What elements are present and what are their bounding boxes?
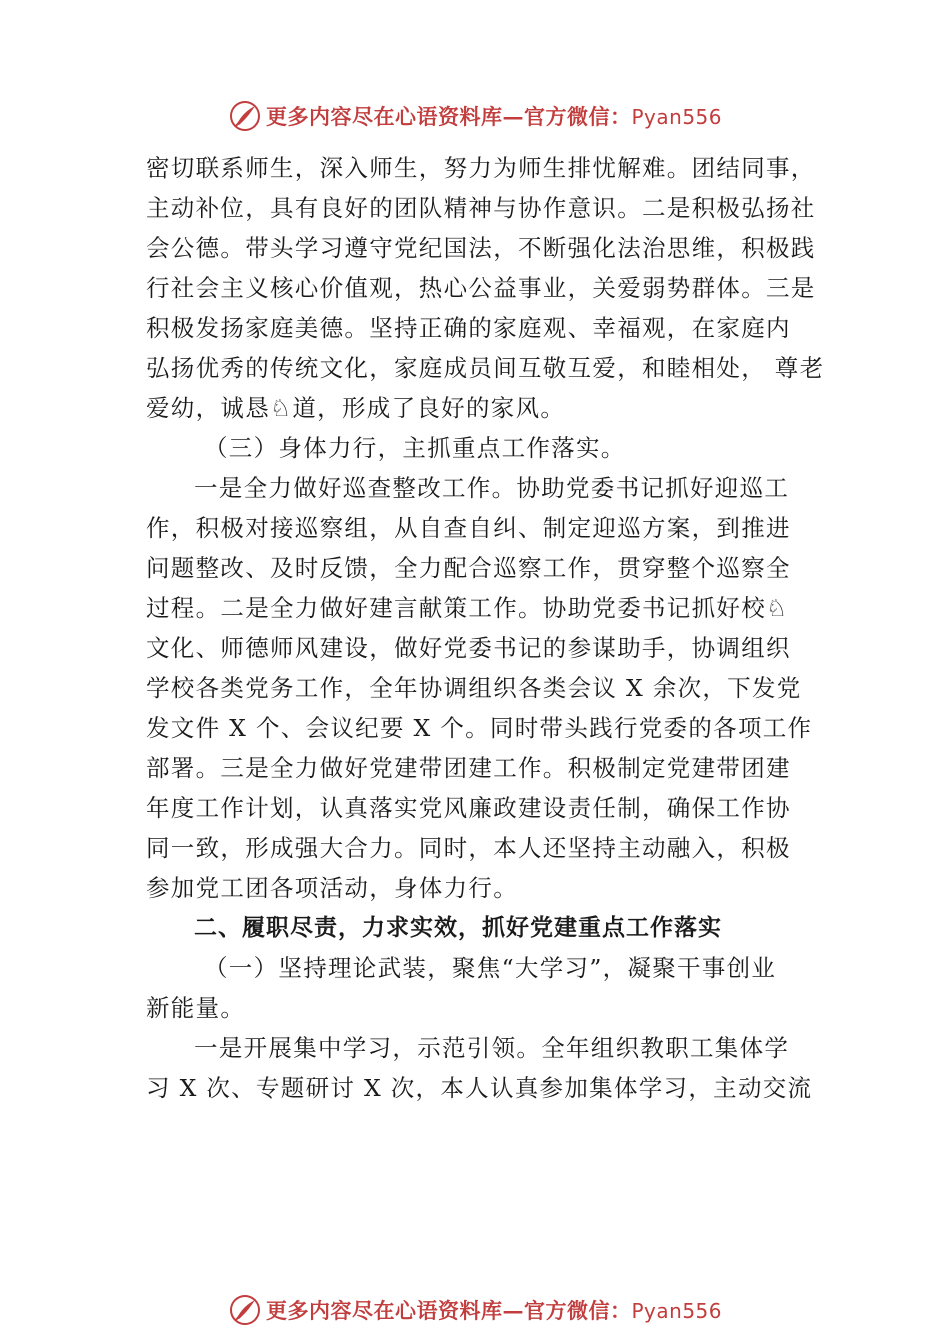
watermark-sep: — [502, 104, 524, 129]
text-line: 会公德。带头学习遵守党纪国法，不断强化法治思维，积极践 [146, 234, 816, 262]
text-line: 学校各类党务工作，全年协调组织各类会议 X 余次，下发党 [146, 674, 802, 702]
text-line: 部署。三是全力做好党建带团建工作。积极制定党建带团建 [146, 754, 791, 782]
text-line: 文化、师德师风建设，做好党委书记的参谋助手，协调组织 [146, 634, 791, 662]
watermark-label: 官方微信： [523, 104, 632, 129]
watermark-main: 更多内容尽在心语资料库 [265, 1298, 503, 1323]
text-line: 参加党工团各项活动，身体力行。 [146, 874, 518, 902]
text-line: 密切联系师生，深入师生，努力为师生排忧解难。团结同事， [146, 154, 816, 182]
text-line: 行社会主义核心价值观，热心公益事业，关爱弱势群体。三是 [146, 274, 816, 302]
text-line: 爱幼，诚恳♘道，形成了良好的家风。 [146, 394, 566, 422]
text-line: 问题整改、及时反馈，全力配合巡察工作，贯穿整个巡察全 [146, 554, 791, 582]
chapter-heading: 二、履职尽责，力求实效，抓好党建重点工作落实 [194, 915, 722, 941]
text-line: 同一致，形成强大合力。同时，本人还坚持主动融入，积极 [146, 834, 791, 862]
watermark-text [266, 1295, 722, 1325]
watermark-bottom [0, 1290, 950, 1330]
text-line: 主动补位，具有良好的团队精神与协作意识。二是积极弘扬社 [146, 194, 816, 222]
watermark-text [266, 101, 722, 131]
text-line: 新能量。 [146, 994, 246, 1022]
quill-logo-icon [228, 99, 262, 133]
watermark-handle: Pyan556 [631, 105, 722, 129]
watermark-main: 更多内容尽在心语资料库 [265, 104, 503, 129]
text-line: 一是开展集中学习，示范引领。全年组织教职工集体学 [194, 1034, 790, 1062]
document-body [146, 148, 826, 1108]
text-line: 积极发扬家庭美德。坚持正确的家庭观、幸福观，在家庭内 [146, 314, 791, 342]
watermark-top [0, 96, 950, 136]
text-line: 过程。二是全力做好建言献策工作。协助党委书记抓好校♘ [146, 594, 789, 622]
text-line: 一是全力做好巡查整改工作。协助党委书记抓好迎巡工 [194, 474, 790, 502]
section-heading: （一）坚持理论武装，聚焦“大学习”，凝聚干事创业 [204, 954, 777, 982]
quill-logo-icon [228, 1293, 262, 1327]
text-line: 发文件 X 个、会议纪要 X 个。同时带头践行党委的各项工作 [146, 714, 813, 742]
section-heading: （三）身体力行，主抓重点工作落实。 [204, 434, 626, 462]
text-line: 年度工作计划，认真落实党风廉政建设责任制，确保工作协 [146, 794, 791, 822]
text-line: 作，积极对接巡察组，从自查自纠、制定迎巡方案，到推进 [146, 514, 791, 542]
text-line: 习 X 次、专题研讨 X 次，本人认真参加集体学习，主动交流 [146, 1074, 813, 1102]
watermark-label: 官方微信： [523, 1298, 632, 1323]
text-line: 弘扬优秀的传统文化，家庭成员间互敬互爱，和睦相处， 尊老 [146, 354, 825, 382]
watermark-sep: — [502, 1298, 524, 1323]
watermark-handle: Pyan556 [631, 1299, 722, 1323]
